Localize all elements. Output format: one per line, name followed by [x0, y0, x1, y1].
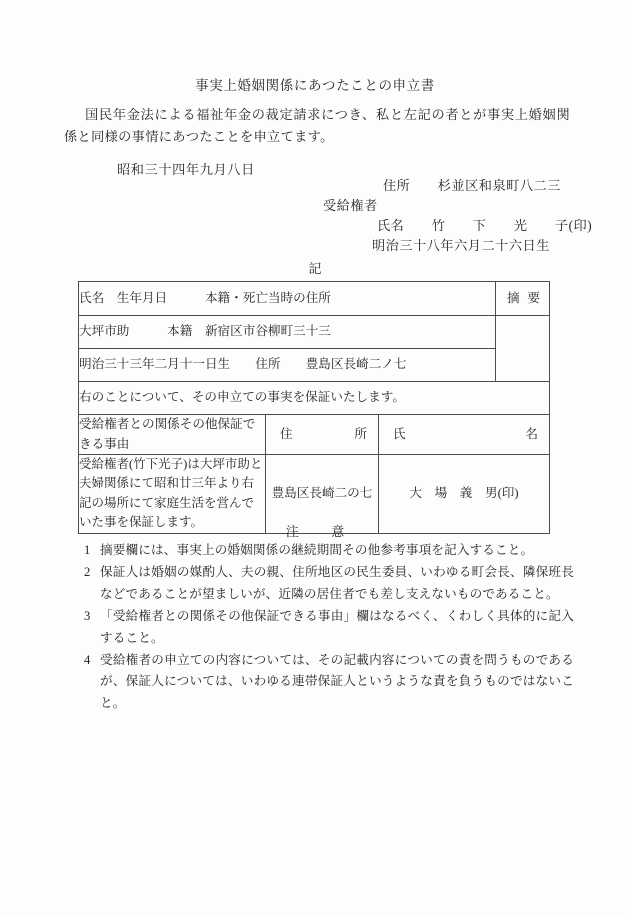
guarantor-address-header — [265, 415, 378, 455]
guarantor-name-header — [378, 415, 549, 455]
subject-row-1 — [79, 316, 496, 349]
tekiyo-header-char-2: 要 — [527, 290, 540, 305]
guarantor-reason-header: 受給権者との関係その他保証できる事由 — [79, 415, 266, 455]
guarantor-address-value[interactable]: 豊島区長崎二の七 — [265, 455, 378, 534]
guarantor-reason-value[interactable]: 受給権者(竹下光子)は大坪市助と夫婦関係にて昭和廿三年より右記の場所にて家庭生活を営んでいた事を保証します。 — [79, 455, 266, 534]
intro-paragraph: 国民年金法による福祉年金の裁定請求につき、私と左記の者とが事実上婚姻関係と同様の事情にあつたことを申立てます。 — [64, 107, 570, 145]
note-text: 受給権者の申立ての内容については、その記載内容についての責を問うものであるが、保証人については、いわゆる連帯保証人というような責を負うものではないこと。 — [100, 653, 574, 710]
table-row — [79, 382, 550, 415]
table-row — [79, 282, 550, 316]
recipient-label: 受給権者 — [323, 198, 378, 213]
filing-date: 昭和三十四年九月八日 — [117, 162, 255, 177]
note-number: 3 — [84, 609, 91, 624]
note-text: 「受給権者との関係その他保証できる事由」欄はなるべく、くわしく具体的に記入すること。 — [100, 609, 574, 645]
note-number: 1 — [84, 543, 91, 557]
address-header-char-2: 所 — [354, 426, 367, 441]
subject-row-1-text: 大坪市助 本籍 新宿区市谷柳町三十三 — [79, 324, 331, 339]
notes-heading — [0, 521, 630, 540]
name-header-char-2: 名 — [525, 426, 538, 441]
declaration-table — [78, 281, 550, 534]
applicant-name: 氏名 竹 下 光 子(印) — [377, 218, 593, 233]
tekiyo-header-cell — [496, 282, 550, 316]
notes-list — [74, 540, 574, 715]
tekiyo-value-cell[interactable] — [496, 316, 550, 382]
table-row — [79, 349, 550, 382]
table-row — [79, 316, 550, 349]
note-number: 2 — [84, 565, 91, 580]
table-row — [79, 415, 550, 455]
list-item — [74, 562, 574, 605]
note-text: 保証人は婚姻の媒酌人、夫の親、住所地区の民生委員、いわゆる町会長、隣保班長などであることが望ましいが、近隣の居住者でも差し支えないものであること。 — [100, 565, 574, 601]
address-header-char-1: 住 — [279, 426, 293, 441]
notes-heading-char-2: 意 — [331, 524, 345, 539]
note-text: 摘要欄には、事実上の婚姻関係の継続期間その他参考事項を記入すること。 — [100, 543, 534, 557]
page-title: 事実上婚姻関係にあつたことの申立書 — [195, 78, 435, 93]
list-item — [74, 650, 574, 714]
applicant-birthdate: 明治三十八年六月二十六日生 — [372, 238, 550, 253]
tekiyo-header-char-1: 摘 — [507, 290, 520, 305]
applicant-address: 住所 杉並区和泉町八二三 — [383, 178, 561, 193]
name-header-char-1: 氏 — [392, 426, 406, 441]
subject-header-cell — [79, 282, 496, 316]
subject-row-2 — [79, 349, 496, 382]
note-number: 4 — [84, 653, 91, 668]
subject-row-2-text: 明治三十三年二月十一日生 住所 豊島区長崎二ノ七 — [79, 357, 407, 372]
list-item — [74, 606, 574, 649]
guarantor-name-value[interactable]: 大 場 義 男(印) — [378, 455, 549, 534]
ki-marker: 記 — [308, 261, 322, 276]
guarantee-statement-cell: 右のことについて、その申立ての事実を保証いたします。 — [79, 382, 550, 415]
list-item — [74, 540, 574, 561]
notes-heading-char-1: 注 — [285, 524, 299, 539]
subject-header-label: 氏名 生年月日 本籍・死亡当時の住所 — [79, 290, 331, 305]
